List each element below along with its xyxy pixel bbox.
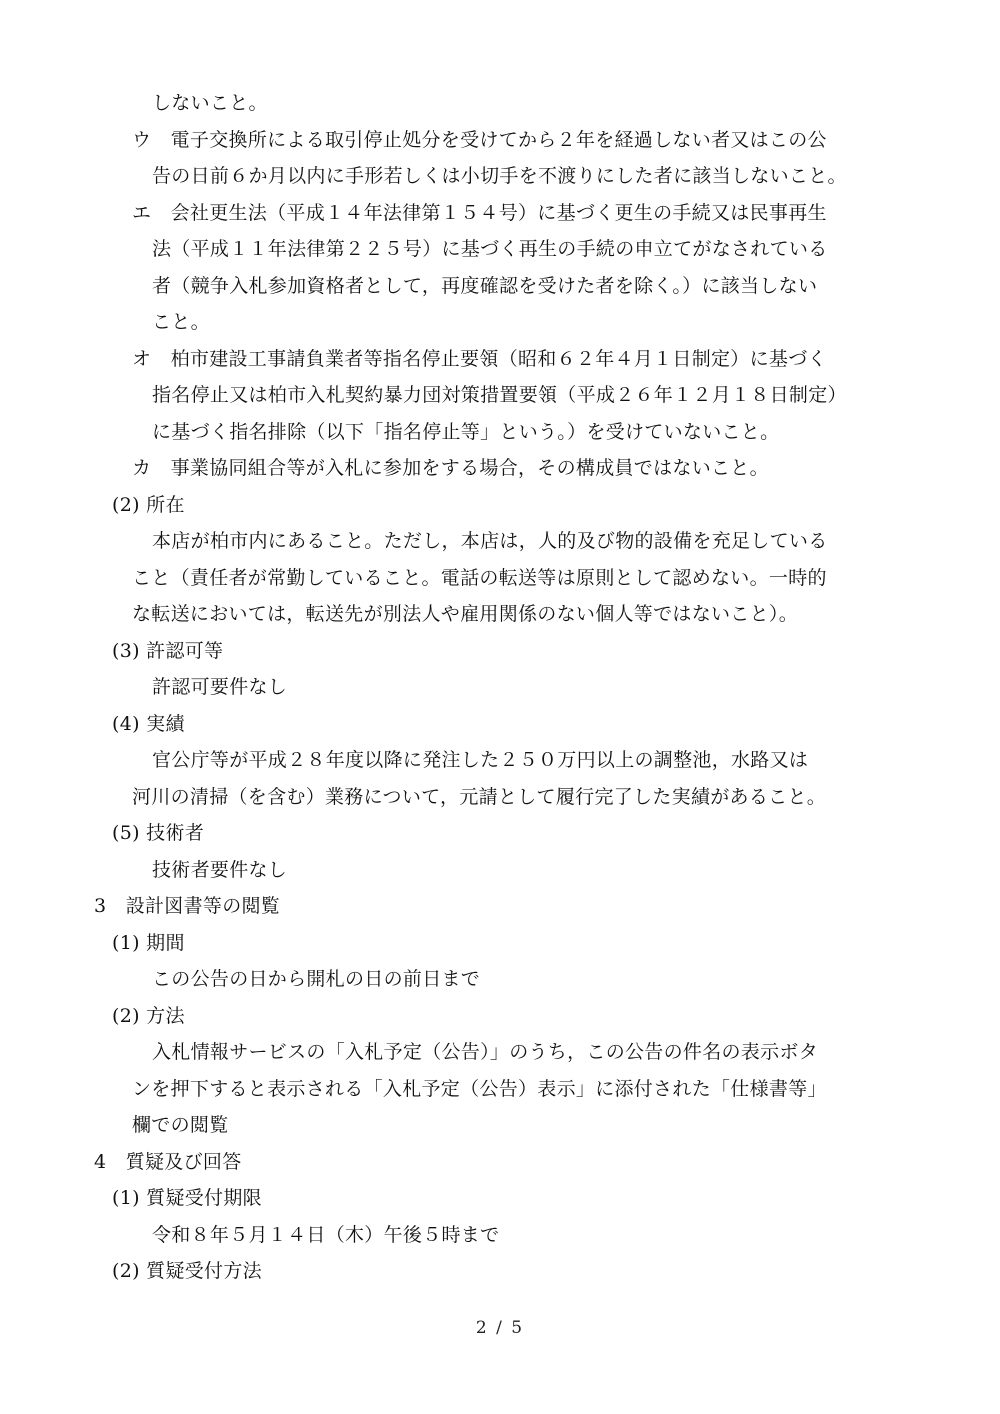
text-line: ンを押下すると表示される「入札予定（公告）表示」に添付された「仕様書等」: [132, 1078, 827, 1100]
chapter-heading: 3 設計図書等の閲覧: [94, 895, 281, 917]
text-line: に基づく指名排除（以下「指名停止等」という。）を受けていないこと。: [152, 421, 780, 443]
text-line: こと。: [152, 311, 210, 333]
text-line: こと（責任者が常勤していること。電話の転送等は原則として認めない。一時的: [132, 567, 827, 589]
text-line: しないこと。: [152, 92, 268, 114]
section-heading: (2) 方法: [112, 1005, 185, 1027]
text-line: 指名停止又は柏市入札契約暴力団対策措置要領（平成２６年１２月１８日制定）: [152, 384, 847, 406]
text-line: 許認可要件なし: [152, 676, 288, 698]
text-line: 令和８年５月１４日（木）午後５時まで: [152, 1224, 500, 1246]
section-heading: (2) 所在: [112, 494, 185, 516]
text-line: 欄での閲覧: [132, 1114, 229, 1136]
section-heading: (4) 実績: [112, 713, 185, 735]
text-line: この公告の日から開札の日の前日まで: [152, 968, 481, 990]
text-line: オ 柏市建設工事請負業者等指名停止要領（昭和６２年４月１日制定）に基づく: [132, 348, 827, 370]
text-line: ウ 電子交換所による取引停止処分を受けてから２年を経過しない者又はこの公: [132, 129, 827, 151]
text-line: 技術者要件なし: [152, 859, 288, 881]
section-heading: (5) 技術者: [112, 822, 205, 844]
text-line: 本店が柏市内にあること。ただし，本店は，人的及び物的設備を充足している: [152, 530, 828, 552]
text-line: な転送においては，転送先が別法人や雇用関係のない個人等ではないこと）。: [132, 603, 799, 625]
text-line: 法（平成１１年法律第２２５号）に基づく再生の手続の申立てがなされている: [152, 238, 828, 260]
text-line: 者（競争入札参加資格者として，再度確認を受けた者を除く。）に該当しない: [152, 275, 818, 297]
section-heading: (2) 質疑受付方法: [112, 1260, 262, 1282]
text-line: 入札情報サービスの「入札予定（公告）」のうち，この公告の件名の表示ボタ: [152, 1041, 819, 1063]
text-line: エ 会社更生法（平成１４年法律第１５４号）に基づく更生の手続又は民事再生: [132, 202, 827, 224]
section-heading: (3) 許認可等: [112, 640, 224, 662]
section-heading: (1) 期間: [112, 932, 185, 954]
section-heading: (1) 質疑受付期限: [112, 1187, 262, 1209]
page-number: 2 / 5: [475, 1318, 525, 1338]
text-line: 告の日前６か月以内に手形若しくは小切手を不渡りにした者に該当しないこと。: [152, 165, 847, 187]
text-line: カ 事業協同組合等が入札に参加をする場合，その構成員ではないこと。: [132, 457, 769, 479]
text-line: 河川の清掃（を含む）業務について，元請として履行完了した実績があること。: [132, 786, 827, 808]
chapter-heading: 4 質疑及び回答: [94, 1151, 242, 1173]
text-line: 官公庁等が平成２８年度以降に発注した２５０万円以上の調整池，水路又は: [152, 749, 809, 771]
